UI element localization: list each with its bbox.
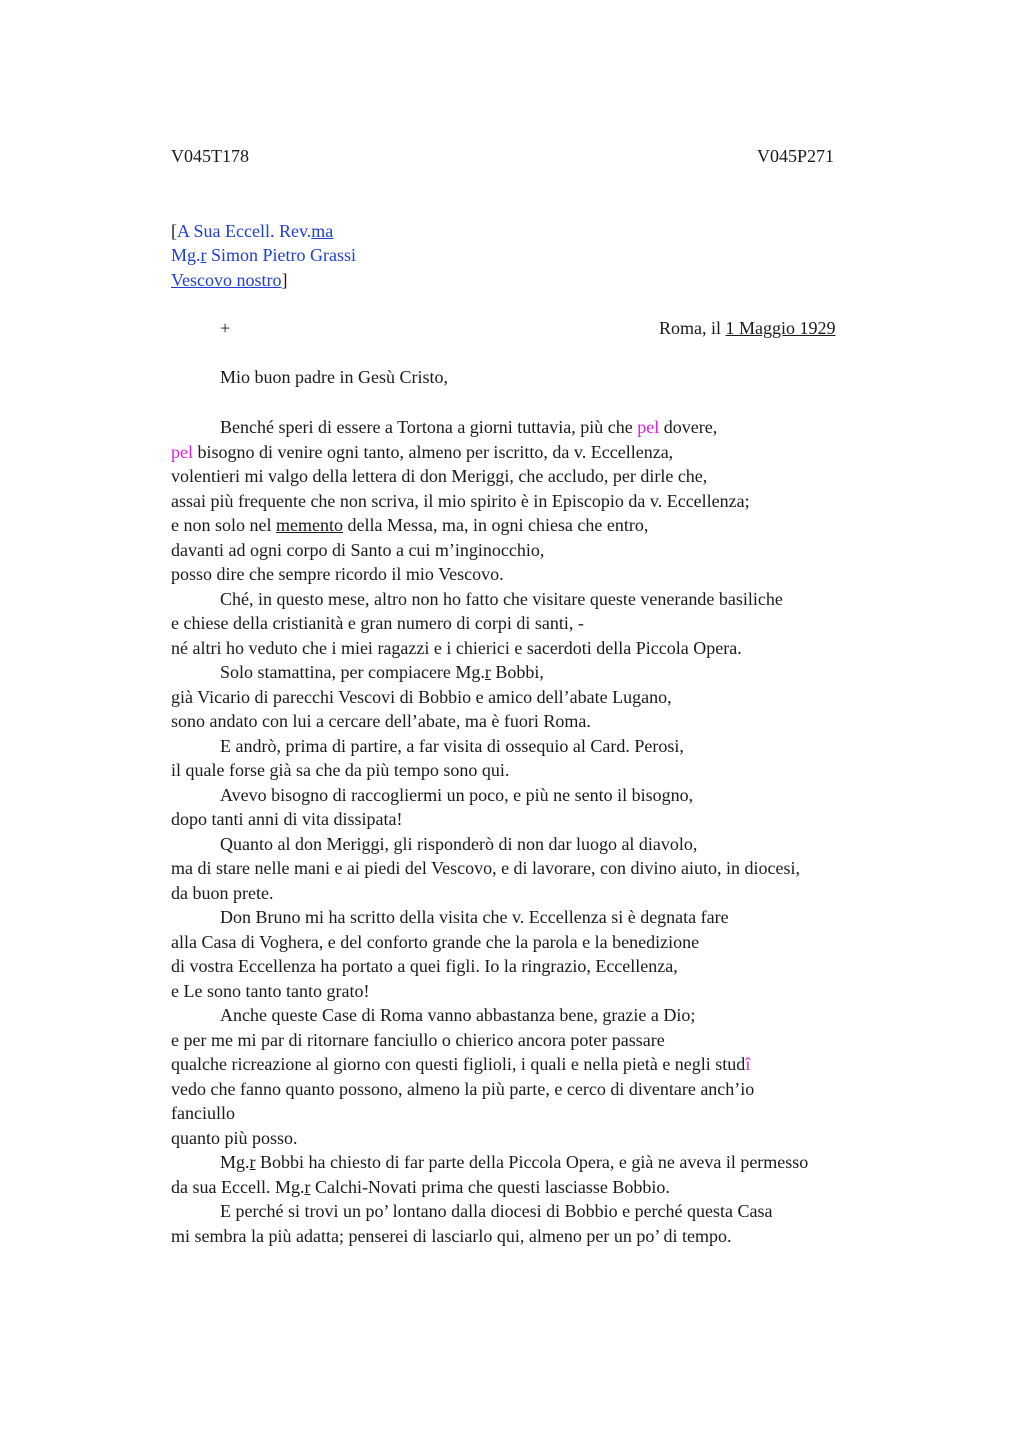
- address-line-2: [171, 245, 356, 266]
- underlined-superscript: r: [484, 662, 491, 682]
- body-line: davanti ad ogni corpo di Santo a cui m’inginocchio,: [171, 540, 545, 560]
- address-honorific: Mg.: [171, 245, 201, 265]
- body-line: posso dire che sempre ricordo il mio Vescovo.: [171, 564, 504, 584]
- underlined-superscript: r: [249, 1152, 256, 1172]
- address-line-1: [171, 221, 333, 242]
- body-line: il quale forse già sa che da più tempo sono qui.: [171, 760, 510, 780]
- body-text: Bobbi,: [490, 662, 544, 682]
- body-line: e per me mi par di ritornare fanciullo o chierico ancora poter passare: [171, 1030, 665, 1050]
- highlight-pel: pel: [171, 442, 193, 462]
- body-text: e non solo nel: [171, 515, 276, 535]
- body-line: Ché, in questo mese, altro non ho fatto che visitare queste venerande basiliche: [220, 589, 783, 609]
- address-title-superscript: ma: [311, 221, 334, 241]
- body-text: Benché speri di essere a Tortona a giorni tuttavia, più che: [220, 417, 638, 437]
- body-line: dopo tanti anni di vita dissipata!: [171, 809, 403, 829]
- address-open-bracket: [: [171, 221, 177, 241]
- address-title: A Sua Eccell. Rev.: [177, 221, 312, 241]
- highlight-pel: pel: [637, 417, 660, 437]
- highlight-accent: î: [745, 1054, 751, 1074]
- body-line: da buon prete.: [171, 883, 274, 903]
- body-line: E perché si trovi un po’ lontano dalla diocesi di Bobbio e perché questa Casa: [220, 1201, 773, 1221]
- address-line-3: [171, 270, 288, 291]
- body-text: Mg.: [220, 1152, 250, 1172]
- address-close-bracket: ]: [281, 270, 288, 290]
- body-line: Don Bruno mi ha scritto della visita che v. Eccellenza si è degnata fare: [220, 907, 729, 927]
- document-code-left: V045T178: [171, 146, 249, 166]
- dateline-date: 1 Maggio 1929: [725, 318, 836, 338]
- body-line: assai più frequente che non scriva, il mio spirito è in Episcopio da v. Eccellenza;: [171, 491, 750, 511]
- body-text: Bobbi ha chiesto di far parte della Piccola Opera, e già ne aveva il permesso: [255, 1152, 809, 1172]
- body-line: di vostra Eccellenza ha portato a quei figli. Io la ringrazio, Eccellenza,: [171, 956, 678, 976]
- body-line: volentieri mi valgo della lettera di don Meriggi, che accludo, per dirle che,: [171, 466, 708, 486]
- body-line: ma di stare nelle mani e ai piedi del Vescovo, e di lavorare, con divino aiuto, in diocesi,: [171, 858, 800, 878]
- address-name: Simon Pietro Grassi: [206, 245, 357, 265]
- body-line: [220, 415, 717, 439]
- body-text: Calchi-Novati prima che questi lasciasse Bobbio.: [310, 1177, 670, 1197]
- body-line: alla Casa di Voghera, e del conforto grande che la parola e la benedizione: [171, 932, 700, 952]
- body-line: [171, 513, 648, 537]
- dateline-place: Roma, il: [659, 318, 726, 338]
- body-line: [171, 1052, 750, 1076]
- body-line: e Le sono tanto tanto grato!: [171, 981, 370, 1001]
- cross-symbol: +: [220, 318, 231, 338]
- body-line: Quanto al don Meriggi, gli risponderò di non dar luogo al diavolo,: [220, 834, 698, 854]
- body-line: mi sembra la più adatta; penserei di lasciarlo qui, almeno per un po’ di tempo.: [171, 1226, 732, 1246]
- body-line: [220, 1150, 808, 1174]
- body-line: né altri ho veduto che i miei ragazzi e i chierici e sacerdoti della Piccola Opera.: [171, 638, 742, 658]
- body-line: Avevo bisogno di raccogliermi un poco, e più ne sento il bisogno,: [220, 785, 694, 805]
- body-line: e chiese della cristianità e gran numero di corpi di santi, -: [171, 613, 584, 633]
- body-text: da sua Eccell. Mg.: [171, 1177, 305, 1197]
- body-text: Solo stamattina, per compiacere Mg.: [220, 662, 485, 682]
- body-text: della Messa, ma, in ogni chiesa che entro,: [342, 515, 649, 535]
- body-text: qualche ricreazione al giorno con questi figlioli, i quali e nella pietà e negli stud: [171, 1054, 746, 1074]
- address-honorific-superscript: r: [200, 245, 207, 265]
- body-line: vedo che fanno quanto possono, almeno la più parte, e cerco di diventare anch’io: [171, 1079, 755, 1099]
- body-text: dovere,: [659, 417, 718, 437]
- body-text: bisogno di venire ogni tanto, almeno per iscritto, da v. Eccellenza,: [193, 442, 674, 462]
- body-line: già Vicario di parecchi Vescovi di Bobbio e amico dell’abate Lugano,: [171, 687, 672, 707]
- body-line: Anche queste Case di Roma vanno abbastanza bene, grazie a Dio;: [220, 1005, 696, 1025]
- body-line: [171, 440, 673, 464]
- underlined-superscript: r: [304, 1177, 311, 1197]
- dateline: [659, 318, 836, 339]
- underlined-word: memento: [276, 515, 343, 535]
- body-line: fanciullo: [171, 1103, 235, 1123]
- salutation: Mio buon padre in Gesù Cristo,: [220, 367, 448, 387]
- document-code-right: V045P271: [757, 146, 835, 166]
- body-line: sono andato con lui a cercare dell’abate, ma è fuori Roma.: [171, 711, 591, 731]
- body-line: [220, 660, 544, 684]
- body-line: E andrò, prima di partire, a far visita di ossequio al Card. Perosi,: [220, 736, 684, 756]
- body-line: quanto più posso.: [171, 1128, 298, 1148]
- body-line: [171, 1175, 670, 1199]
- address-role: Vescovo nostro: [171, 270, 282, 290]
